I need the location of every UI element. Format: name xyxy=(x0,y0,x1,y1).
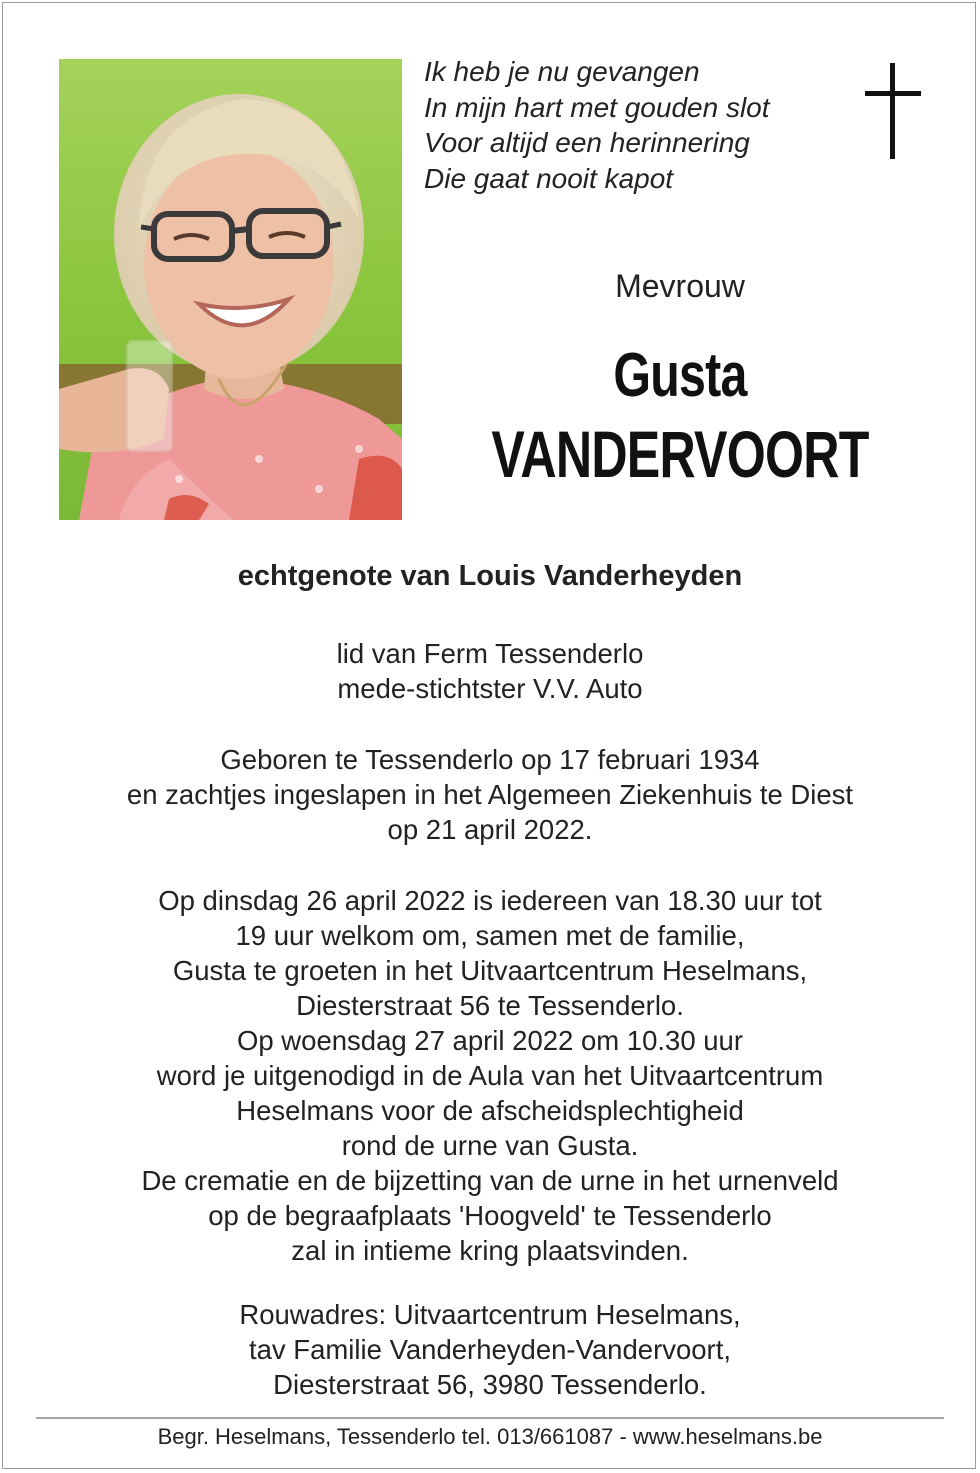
cross-icon xyxy=(865,63,921,159)
footer-divider xyxy=(36,1417,944,1419)
membership-line: lid van Ferm Tessenderlo xyxy=(336,638,644,669)
footer-text: Begr. Heselmans, Tessenderlo tel. 013/661087 - www.heselmans.be xyxy=(157,1424,823,1449)
spouse-line: echtgenote van Louis Vanderheyden xyxy=(237,560,743,592)
poem-line: Die gaat nooit kapot xyxy=(424,162,674,194)
memberships xyxy=(0,636,980,706)
ceremony-line: rond de urne van Gusta. xyxy=(341,1130,639,1161)
life-dates xyxy=(0,742,980,847)
ceremony-details xyxy=(0,883,980,1268)
address-line: Rouwadres: Uitvaartcentrum Heselmans, xyxy=(239,1299,741,1330)
poem-line: In mijn hart met gouden slot xyxy=(424,91,770,123)
ceremony-line: op de begraafplaats 'Hoogveld' te Tessenderlo xyxy=(208,1200,772,1231)
ceremony-line: Op dinsdag 26 april 2022 is iedereen van 18.30 uur tot xyxy=(158,885,822,916)
membership-line: mede-stichtster V.V. Auto xyxy=(337,673,643,704)
ceremony-line: De crematie en de bijzetting van de urne in het urnenveld xyxy=(141,1165,839,1196)
ceremony-line: Gusta te groeten in het Uitvaartcentrum Heselmans, xyxy=(172,955,808,986)
poem-line: Ik heb je nu gevangen xyxy=(424,56,700,87)
ceremony-line: Diesterstraat 56 te Tessenderlo. xyxy=(296,990,684,1021)
last-name: VANDERVOORT xyxy=(491,417,869,491)
life-line: Geboren te Tessenderlo op 17 februari 1934 xyxy=(220,744,760,775)
poem xyxy=(424,54,844,196)
ceremony-line: 19 uur welkom om, samen met de familie, xyxy=(235,920,745,951)
salutation: Mevrouw xyxy=(615,268,745,304)
ceremony-line: Op woensdag 27 april 2022 om 10.30 uur xyxy=(236,1025,744,1056)
mourning-address xyxy=(0,1297,980,1402)
life-line: op 21 april 2022. xyxy=(387,814,593,845)
poem-line: Voor altijd een herinnering xyxy=(424,127,750,158)
ceremony-line: zal in intieme kring plaatsvinden. xyxy=(291,1235,689,1266)
address-line: tav Familie Vanderheyden-Vandervoort, xyxy=(248,1334,731,1365)
ceremony-line: Heselmans voor de afscheidsplechtigheid xyxy=(236,1095,744,1126)
address-line: Diesterstraat 56, 3980 Tessenderlo. xyxy=(273,1369,707,1400)
first-name: Gusta xyxy=(613,341,747,410)
ceremony-line: word je uitgenodigd in de Aula van het Uitvaartcentrum xyxy=(156,1060,824,1091)
life-line: en zachtjes ingeslapen in het Algemeen Ziekenhuis te Diest xyxy=(126,779,854,810)
portrait-photo xyxy=(59,59,402,520)
